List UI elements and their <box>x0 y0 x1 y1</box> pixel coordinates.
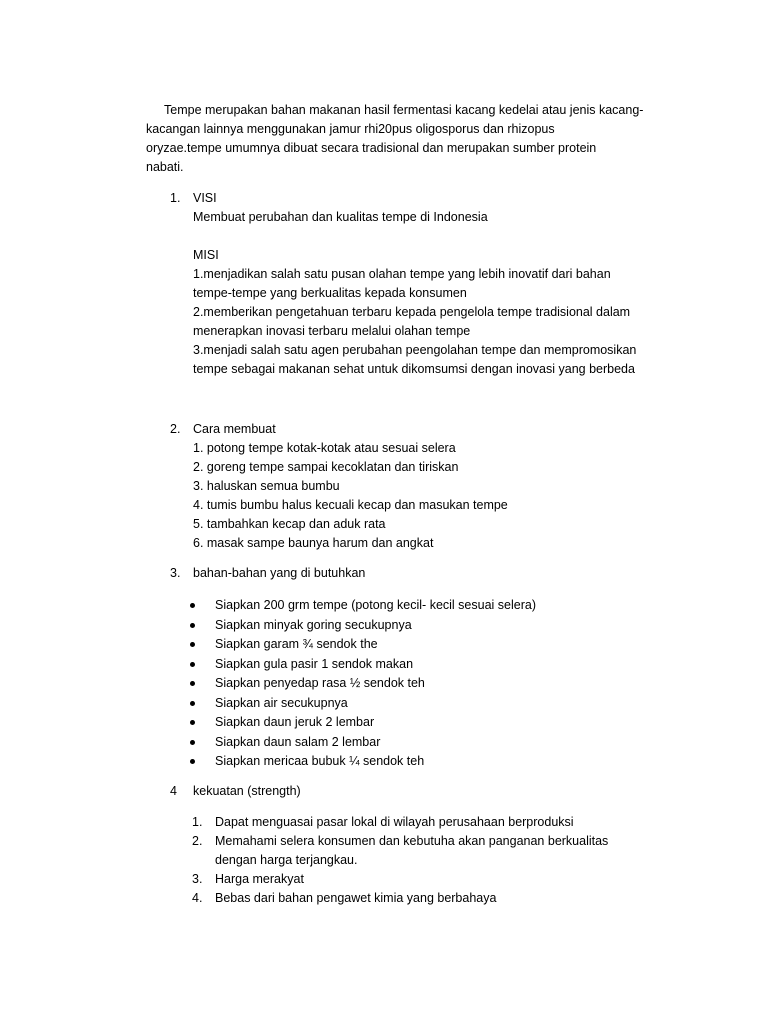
visi-text: Membuat perubahan dan kualitas tempe di Indonesia <box>193 210 488 224</box>
misi-line: tempe sebagai makanan sehat untuk dikomsumsi dengan inovasi yang berbeda <box>193 362 635 376</box>
misi-line: tempe-tempe yang berkualitas kepada konsumen <box>193 286 467 300</box>
section-number: 2. <box>170 422 181 436</box>
list-item: Siapkan gula pasir 1 sendok makan <box>186 655 666 675</box>
list-item: Siapkan mericaa bubuk ¼ sendok teh <box>186 752 666 772</box>
intro-line-3: oryzae.tempe umumnya dibuat secara tradisional dan merupakan sumber protein <box>146 141 597 155</box>
step-item: 1. potong tempe kotak-kotak atau sesuai selera <box>193 441 456 455</box>
section-number: 3. <box>170 566 181 580</box>
list-item: Siapkan penyedap rasa ½ sendok teh <box>186 674 666 694</box>
bullet-icon <box>190 740 195 745</box>
bahan-list <box>186 596 666 772</box>
bullet-icon <box>190 759 195 764</box>
bullet-icon <box>190 681 195 686</box>
intro-paragraph <box>146 101 666 177</box>
kekuatan-heading: kekuatan (strength) <box>193 784 301 798</box>
step-item: 3. haluskan semua bumbu <box>193 479 340 493</box>
bullet-icon <box>190 603 195 608</box>
step-item: 6. masak sampe baunya harum dan angkat <box>193 536 434 550</box>
list-item: Siapkan 200 grm tempe (potong kecil- kecil sesuai selera) <box>186 596 666 616</box>
misi-heading: MISI <box>193 248 219 262</box>
bullet-icon <box>190 720 195 725</box>
list-item: 3. Harga merakyat <box>192 872 304 886</box>
step-item: 2. goreng tempe sampai kecoklatan dan tiriskan <box>193 460 459 474</box>
misi-line: 3.menjadi salah satu agen perubahan peengolahan tempe dan mempromosikan <box>193 343 637 357</box>
misi-line: 1.menjadikan salah satu pusan olahan tempe yang lebih inovatif dari bahan <box>193 267 611 281</box>
list-item: Siapkan daun jeruk 2 lembar <box>186 713 666 733</box>
kekuatan-list <box>192 813 662 908</box>
list-item: Siapkan minyak goring secukupnya <box>186 616 666 636</box>
section-number: 1. <box>170 191 181 205</box>
intro-line-4: nabati. <box>146 160 184 174</box>
cara-membuat-heading: Cara membuat <box>193 422 276 436</box>
bullet-icon <box>190 701 195 706</box>
list-item: 1. Dapat menguasai pasar lokal di wilayah perusahaan berproduksi <box>192 815 574 829</box>
list-item: 4. Bebas dari bahan pengawet kimia yang berbahaya <box>192 891 497 905</box>
list-item: Siapkan garam ¾ sendok the <box>186 635 666 655</box>
bullet-icon <box>190 642 195 647</box>
bullet-icon <box>190 662 195 667</box>
list-item: Siapkan air secukupnya <box>186 694 666 714</box>
list-item: 2. Memahami selera konsumen dan kebutuha akan panganan berkualitas dengan harga terjangkau. <box>192 834 609 867</box>
bahan-heading: bahan-bahan yang di butuhkan <box>193 566 366 580</box>
visi-heading: VISI <box>193 191 217 205</box>
bullet-icon <box>190 623 195 628</box>
step-item: 4. tumis bumbu halus kecuali kecap dan masukan tempe <box>193 498 508 512</box>
intro-line-2: kacangan lainnya menggunakan jamur rhi20pus oligosporus dan rhizopus <box>146 122 555 136</box>
misi-line: 2.memberikan pengetahuan terbaru kepada pengelola tempe tradisional dalam <box>193 305 631 319</box>
step-item: 5. tambahkan kecap dan aduk rata <box>193 517 386 531</box>
section-number: 4 <box>170 784 177 798</box>
misi-line: menerapkan inovasi terbaru melalui olahan tempe <box>193 324 471 338</box>
intro-line-1: Tempe merupakan bahan makanan hasil fermentasi kacang kedelai atau jenis kacang- <box>164 103 644 117</box>
list-item: Siapkan daun salam 2 lembar <box>186 733 666 753</box>
